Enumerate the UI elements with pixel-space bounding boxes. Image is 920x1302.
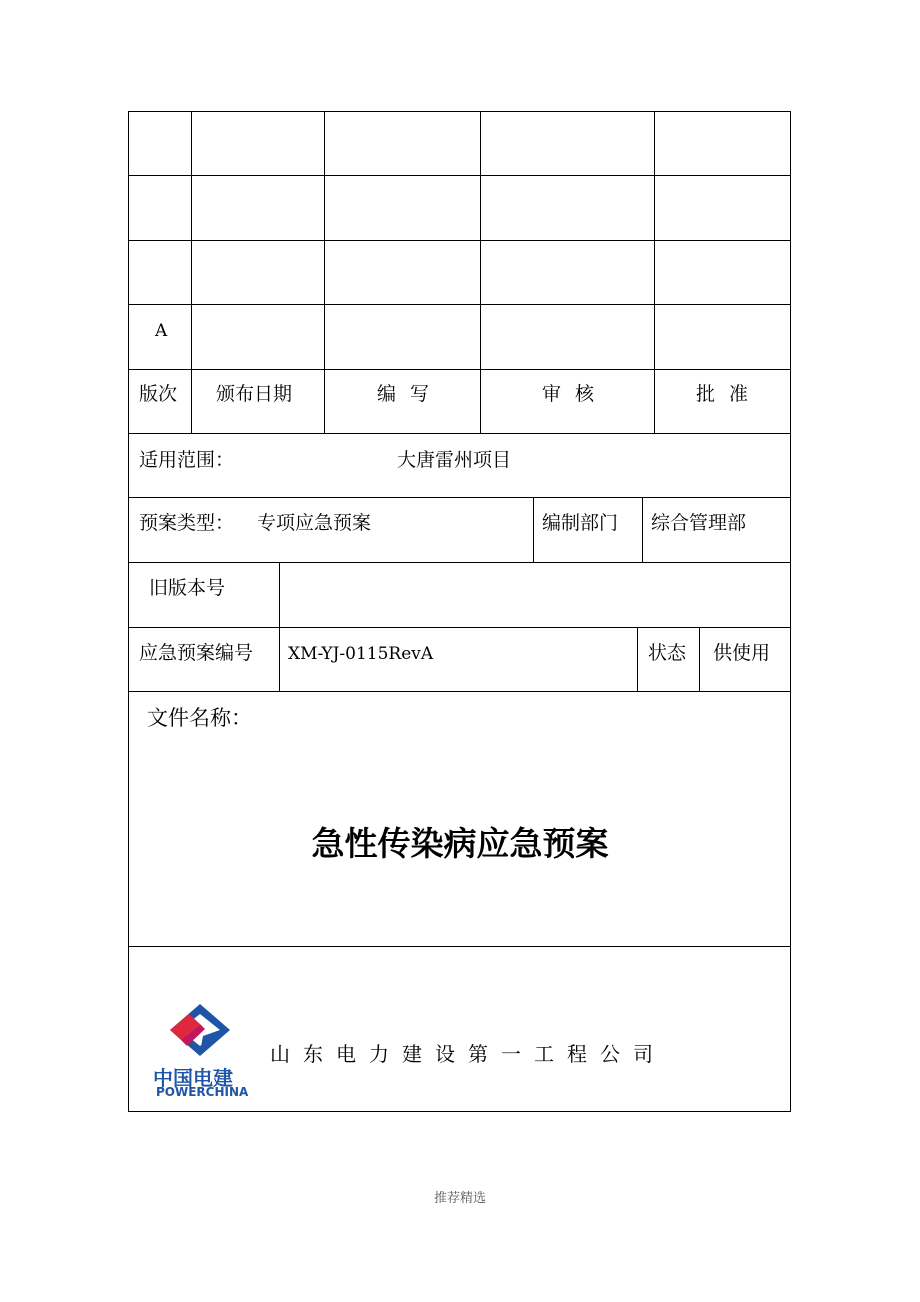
status-value: 供使用 (713, 642, 771, 664)
column-divider (279, 562, 280, 691)
column-divider (533, 497, 534, 562)
column-divider (324, 111, 325, 433)
column-divider (642, 497, 643, 562)
row-divider (128, 562, 791, 563)
column-divider (637, 627, 638, 691)
row-divider (128, 691, 791, 692)
row-divider (128, 240, 791, 241)
header-issue-date: 颁布日期 (216, 383, 293, 405)
row-divider (128, 497, 791, 498)
column-divider (480, 111, 481, 433)
scope-value: 大唐雷州项目 (397, 449, 512, 471)
row-divider (128, 433, 791, 434)
logo-chinese-name: 中国电建 (153, 1066, 233, 1090)
row-divider (128, 946, 791, 947)
dept-label: 编制部门 (542, 512, 619, 534)
row-divider (128, 175, 791, 176)
header-approve: 批 准 (696, 383, 749, 405)
logo-english-name: POWERCHINA (156, 1085, 249, 1099)
page-footer: 推荐精选 (433, 1191, 486, 1206)
plan-type-value: 专项应急预案 (257, 512, 372, 534)
company-name: 山东电力建设第一工程公司 (270, 1042, 666, 1066)
document-form-frame (128, 111, 791, 1112)
plan-number-label: 应急预案编号 (139, 642, 254, 664)
header-review: 审 核 (542, 383, 595, 405)
revision-version-cell: A (155, 321, 168, 341)
row-divider (128, 627, 791, 628)
row-divider (128, 369, 791, 370)
header-version: 版次 (139, 383, 178, 405)
document-name-label: 文件名称： (147, 706, 252, 730)
scope-label: 适用范围： (139, 449, 235, 471)
plan-type-label: 预案类型： (139, 512, 235, 534)
plan-number-value: XM-YJ-0115RevA (288, 644, 434, 664)
column-divider (654, 111, 655, 433)
dept-value: 综合管理部 (651, 512, 747, 534)
document-title: 急性传染病应急预案 (311, 824, 609, 863)
row-divider (128, 304, 791, 305)
column-divider (191, 111, 192, 433)
header-compile: 编 写 (377, 383, 430, 405)
status-label: 状态 (648, 642, 687, 664)
old-version-label: 旧版本号 (149, 577, 226, 599)
column-divider (699, 627, 700, 691)
